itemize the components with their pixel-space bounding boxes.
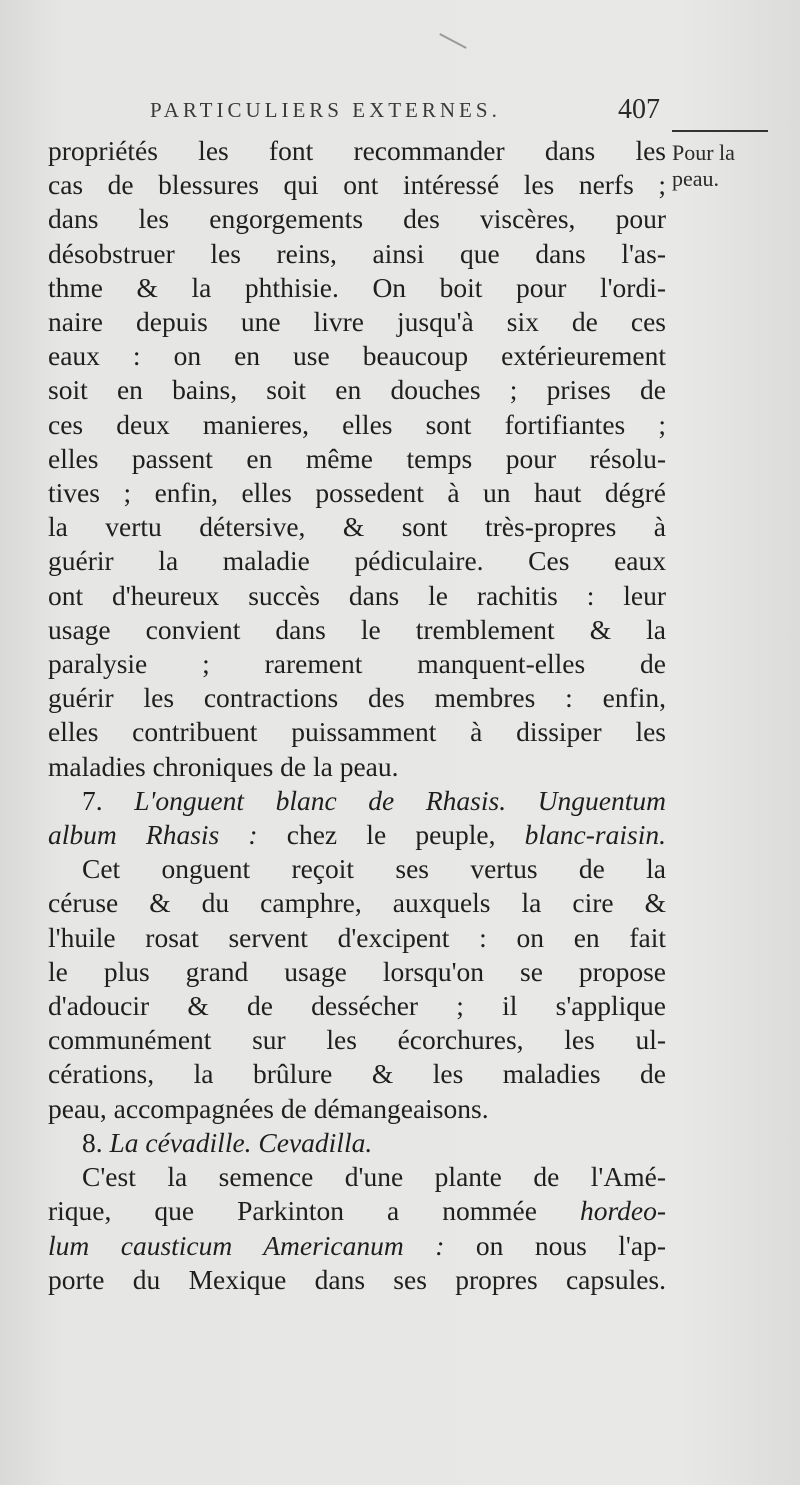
text-line: paralysie ; rarement manquent-elles de: [48, 648, 666, 680]
section-8-title: [48, 1126, 666, 1160]
text-line: tives ; enfin, elles possedent à un haut dégré: [48, 477, 666, 509]
text-line: [48, 1229, 666, 1263]
margin-note: [672, 130, 768, 192]
margin-note-line: peau.: [672, 166, 720, 191]
text-line: ces deux manieres, elles sont fortifiantes ;: [48, 408, 666, 440]
text-line: propriétés les font recommander dans les: [48, 135, 666, 166]
text-line: le plus grand usage lorsqu'on se propose: [48, 955, 666, 987]
text-span: on nous l'ap-: [444, 1229, 666, 1261]
text-line: guérir la maladie pédiculaire. Ces eaux: [48, 545, 666, 577]
page-header: [150, 94, 660, 130]
text-line: naire depuis une livre jusqu'à six de ces: [48, 306, 666, 338]
section-title-italic: L'onguent blanc de Rhasis. Unguentum: [134, 784, 667, 816]
ink-mark: [439, 33, 466, 49]
text-line: peau, accompagnées de démangeaisons.: [48, 1092, 489, 1124]
margin-note-line: Pour la: [672, 140, 735, 165]
section-7-title: [48, 784, 666, 818]
latin-name: lum causticum Americanum :: [48, 1229, 445, 1261]
text-line: thme & la phthisie. On boit pour l'ordi-: [48, 271, 666, 303]
text-line: dans les engorgements des viscères, pour: [48, 203, 666, 235]
text-line: usage convient dans le tremblement & la: [48, 613, 666, 645]
text-line: cas de blessures qui ont intéressé les nerfs ;: [48, 169, 666, 201]
text-line: maladies chroniques de la peau.: [48, 750, 399, 782]
page-number: 407: [618, 94, 660, 125]
section-number: 7.: [82, 784, 103, 816]
text-line: céruse & du camphre, auxquels la cire &: [48, 887, 666, 919]
section-7-title-line2: [48, 818, 666, 852]
common-name-label: chez le peuple,: [257, 819, 525, 851]
latin-name: album Rhasis :: [48, 819, 258, 851]
text-line: soit en bains, soit en douches ; prises de: [48, 374, 666, 406]
text-line: l'huile rosat servent d'excipent : on en fait: [48, 921, 666, 953]
text-line: [48, 1194, 666, 1228]
common-name: blanc-raisin.: [524, 819, 666, 851]
text-line: C'est la semence d'une plante de l'Amé-: [82, 1161, 666, 1193]
section-number: 8.: [82, 1126, 103, 1158]
text-line: la vertu détersive, & sont très-propres à: [48, 511, 666, 543]
section-title-italic: La cévadille. Cevadilla.: [109, 1126, 373, 1158]
text-span: rique, que Parkinton a nommée: [48, 1195, 580, 1227]
text-line: elles contribuent puissamment à dissiper les: [48, 716, 666, 748]
text-line: elles passent en même temps pour résolu-: [48, 442, 666, 474]
body-text: [48, 134, 666, 1297]
text-line: guérir les contractions des membres : enfin,: [48, 682, 666, 714]
text-line: cérations, la brûlure & les maladies de: [48, 1058, 666, 1090]
text-line: Cet onguent reçoit ses vertus de la: [82, 853, 666, 885]
text-line: ont d'heureux succès dans le rachitis : leur: [48, 579, 666, 611]
text-line: communément sur les écorchures, les ul-: [48, 1024, 666, 1056]
text-line: désobstruer les reins, ainsi que dans l'as-: [48, 237, 666, 269]
running-head: PARTICULIERS EXTERNES.: [150, 98, 501, 122]
text-line: d'adoucir & de dessécher ; il s'applique: [48, 990, 666, 1022]
text-line: porte du Mexique dans ses propres capsules.: [48, 1263, 666, 1295]
text-line: eaux : on en use beaucoup extérieurement: [48, 340, 666, 372]
latin-name: hordeo-: [579, 1195, 666, 1227]
